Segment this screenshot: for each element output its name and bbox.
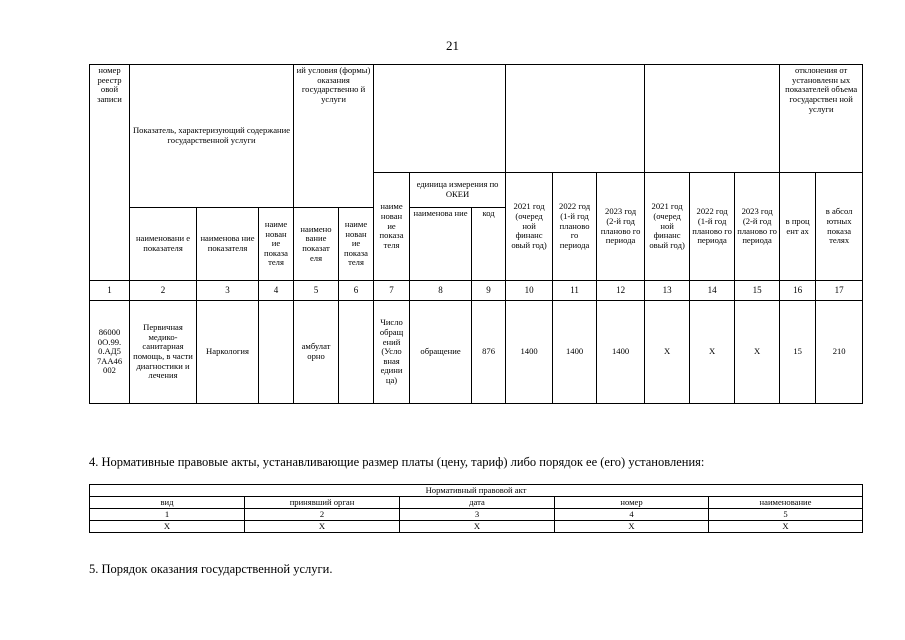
header-2023-volume: 2023 год (2-й год планово го периода <box>597 173 645 281</box>
header-2022-fee: 2022 год (1-й год планово го периода <box>690 173 735 281</box>
column-number: 1 <box>90 281 130 301</box>
acts-col-authority: принявший орган <box>245 497 400 509</box>
acts-cell-number: X <box>555 521 709 533</box>
cell-2021-volume: 1400 <box>506 301 553 404</box>
column-number: 9 <box>472 281 506 301</box>
header-2021-volume: 2021 год (очеред ной финанс овый год) <box>506 173 553 281</box>
acts-col-date: дата <box>400 497 555 509</box>
acts-col-index: 2 <box>245 509 400 521</box>
header-sub-indicator-5: наиме нован ие показа теля <box>339 208 374 281</box>
header-content-indicator: Показатель, характеризующий содержание государственной услуги <box>130 65 294 208</box>
acts-cell-authority: X <box>245 521 400 533</box>
cell-2022-volume: 1400 <box>553 301 597 404</box>
column-number: 11 <box>553 281 597 301</box>
header-deviations: отклонения от установленн ых показателей объема государствен ной услуги <box>780 65 863 173</box>
table-row <box>90 301 863 404</box>
column-number: 5 <box>294 281 339 301</box>
cell-2023-volume: 1400 <box>597 301 645 404</box>
legal-acts-table <box>89 484 863 533</box>
header-sub-indicator-2: наименова ние показателя <box>197 208 259 281</box>
service-volume-table <box>89 64 863 404</box>
header-unit-name: наименова ние <box>410 208 472 281</box>
acts-col-index: 5 <box>709 509 863 521</box>
header-sub-indicator-3: наиме нован ие показа теля <box>259 208 294 281</box>
header-2022-volume: 2022 год (1-й год планово го периода <box>553 173 597 281</box>
column-number: 15 <box>735 281 780 301</box>
cell-2021-fee: X <box>645 301 690 404</box>
column-number: 3 <box>197 281 259 301</box>
acts-cell-name: X <box>709 521 863 533</box>
acts-col-type: вид <box>90 497 245 509</box>
cell-form: амбулат орно <box>294 301 339 404</box>
section5-heading: 5. Порядок оказания государственной услуги. <box>89 562 333 576</box>
header-absolute: в абсол ютных показа телях <box>816 173 863 281</box>
header-sub-indicator-1: наименовани е показателя <box>130 208 197 281</box>
header-2023-fee: 2023 год (2-й год планово го периода <box>735 173 780 281</box>
table-row <box>90 521 863 533</box>
column-number: 14 <box>690 281 735 301</box>
header-sub-indicator-4: наимено вание показат еля <box>294 208 339 281</box>
cell-indicator: Число обращ ений (Усло вная едини ца) <box>374 301 410 404</box>
header-percent: в проц ент ах <box>780 173 816 281</box>
column-number: 13 <box>645 281 690 301</box>
column-number: 6 <box>339 281 374 301</box>
acts-cell-date: X <box>400 521 555 533</box>
header-registry-number: номер реестр овой записи <box>90 65 130 281</box>
column-number: 17 <box>816 281 863 301</box>
cell-empty-6 <box>339 301 374 404</box>
cell-code: 876 <box>472 301 506 404</box>
column-number: 8 <box>410 281 472 301</box>
header-unit-okei: единица измерения по ОКЕИ <box>410 173 506 208</box>
acts-col-number: номер <box>555 497 709 509</box>
cell-2023-fee: X <box>735 301 780 404</box>
header-2021-fee: 2021 год (очеред ной финанс овый год) <box>645 173 690 281</box>
header-blank-indicator <box>374 65 506 173</box>
header-indicator-name: наиме нован ие показа теля <box>374 173 410 281</box>
column-number: 7 <box>374 281 410 301</box>
cell-2022-fee: X <box>690 301 735 404</box>
cell-empty-4 <box>259 301 294 404</box>
column-number: 12 <box>597 281 645 301</box>
acts-col-index: 4 <box>555 509 709 521</box>
cell-service: Первичная медико-санитарная помощь, в части диагностики и лечения <box>130 301 197 404</box>
section4-heading: 4. Нормативные правовые акты, устанавливающие размер платы (цену, тариф) либо порядок ее (его) установления: <box>89 455 705 469</box>
column-number: 16 <box>780 281 816 301</box>
cell-unit: обращение <box>410 301 472 404</box>
page-number: 21 <box>446 38 459 53</box>
cell-percent: 15 <box>780 301 816 404</box>
cell-absolute: 210 <box>816 301 863 404</box>
acts-col-index: 1 <box>90 509 245 521</box>
column-number: 2 <box>130 281 197 301</box>
cell-registry-number: 86000 0О.99. 0.АД5 7АА46 002 <box>90 301 130 404</box>
header-blank-fee <box>645 65 780 173</box>
acts-col-index: 3 <box>400 509 555 521</box>
cell-area: Наркология <box>197 301 259 404</box>
header-conditions-indicator: ий условия (формы) оказания государственно й услуги <box>294 65 374 208</box>
column-number: 4 <box>259 281 294 301</box>
acts-cell-type: X <box>90 521 245 533</box>
header-blank-volume <box>506 65 645 173</box>
acts-table-title: Нормативный правовой акт <box>90 485 863 497</box>
header-unit-code: код <box>472 208 506 281</box>
acts-col-name: наименование <box>709 497 863 509</box>
column-number: 10 <box>506 281 553 301</box>
